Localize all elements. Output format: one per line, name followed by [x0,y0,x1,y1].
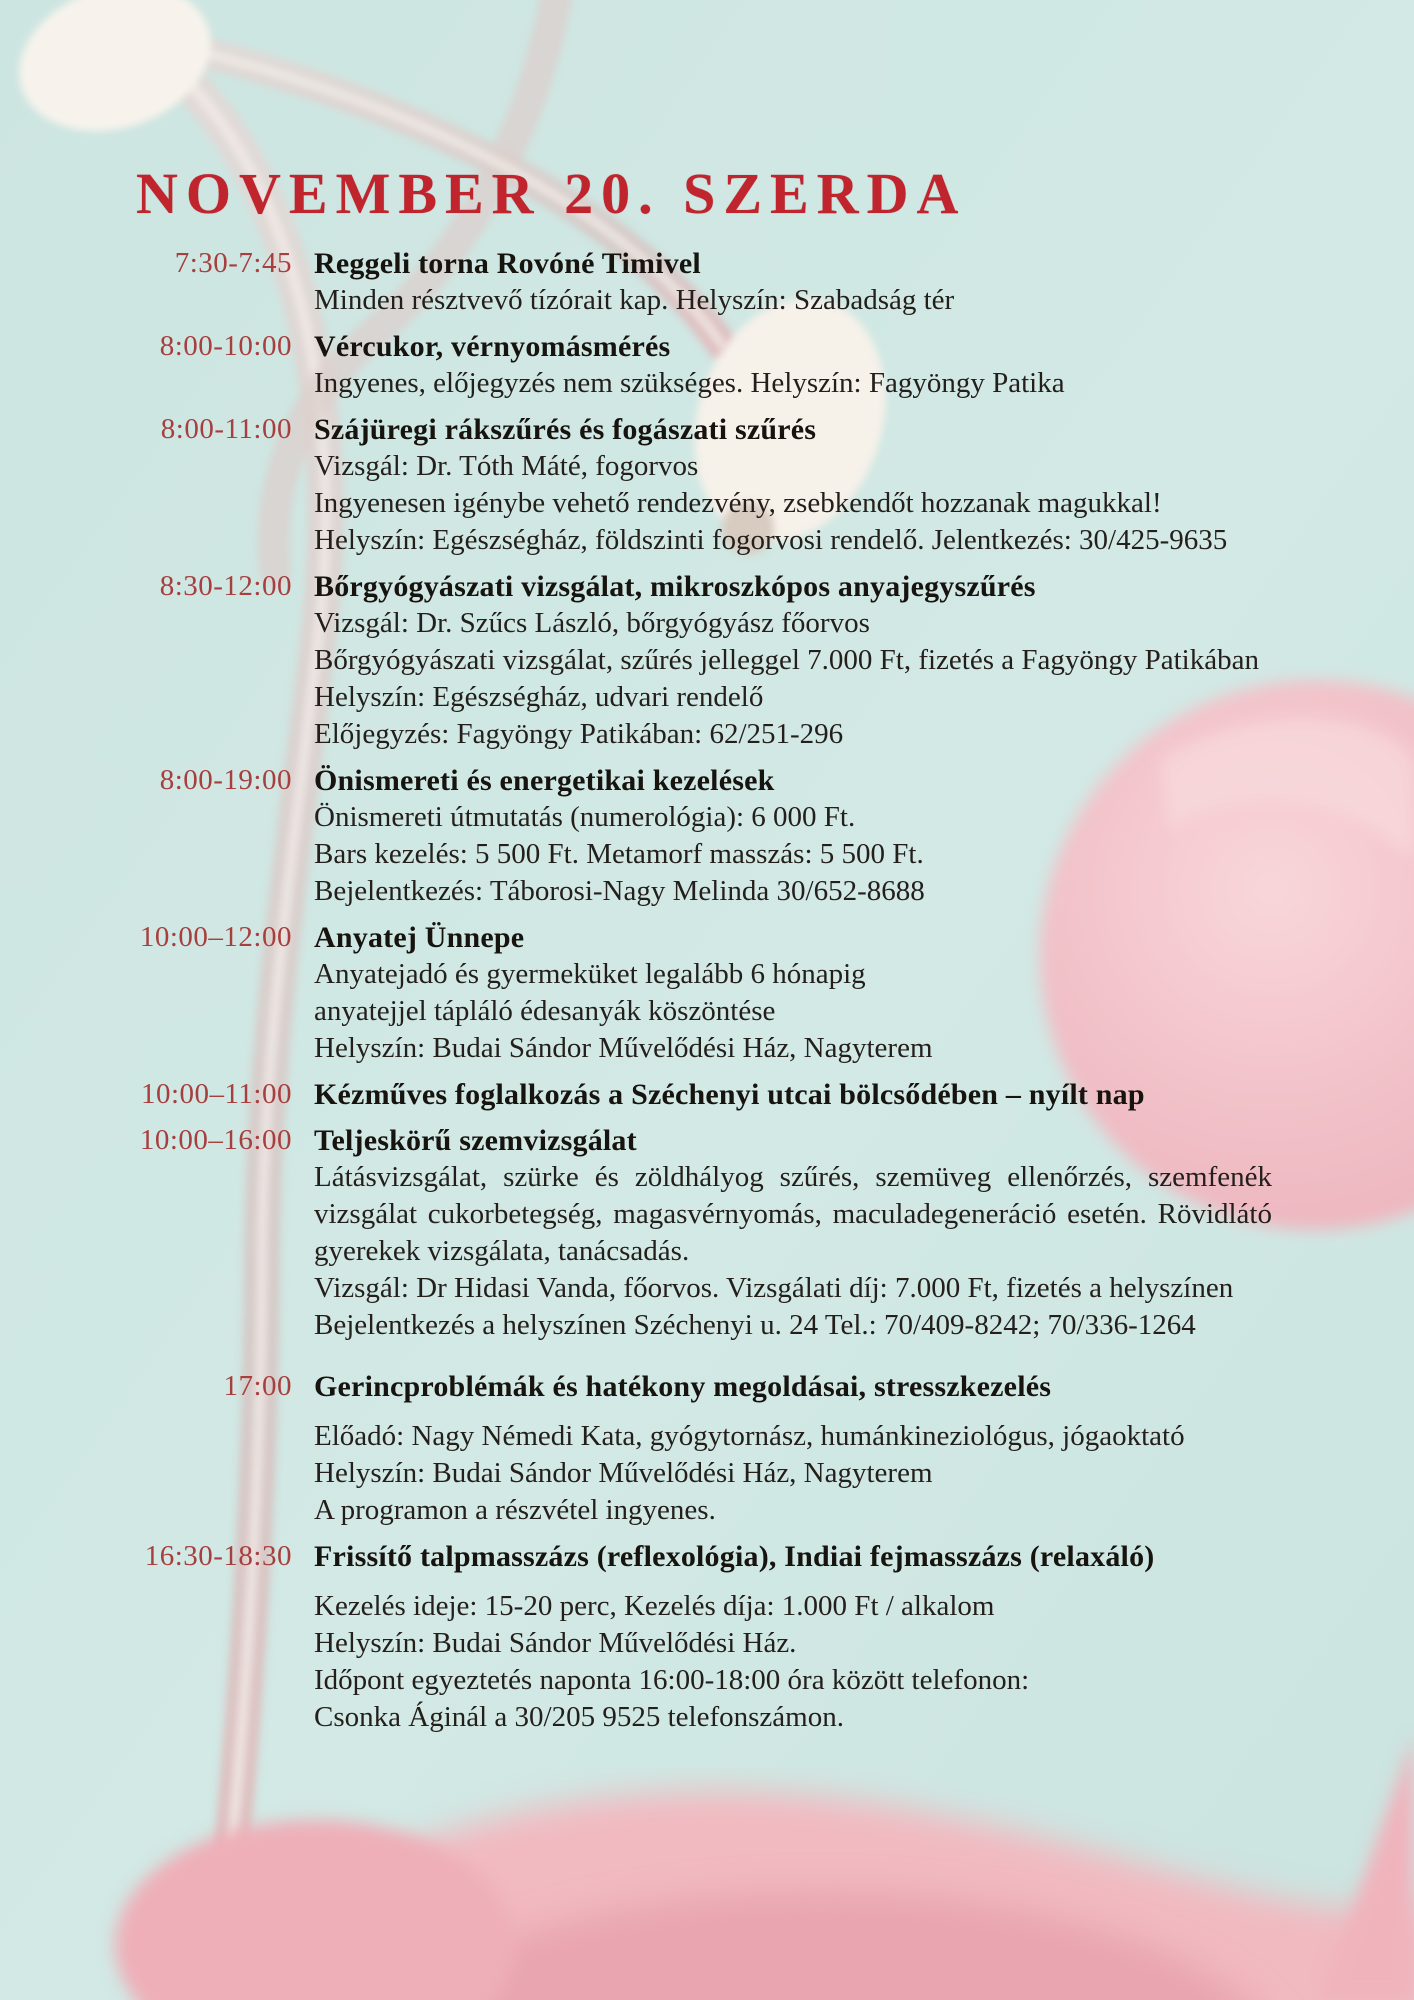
page-title: NOVEMBER 20. SZERDA [136,161,967,226]
event-content [314,762,1272,910]
event-title: Teljeskörű szemvizsgálat [314,1124,637,1157]
event-time: 17:00 [223,1370,292,1402]
event-title: Bőrgyógyászati vizsgálat, mikroszkópos anyajegyszűrés [314,570,1036,603]
event-detail-line: Anyatejadó és gyermeküket legalább 6 hónapig [314,958,866,990]
event-detail-line: Vizsgál: Dr. Tóth Máté, fogorvos [314,450,699,482]
event-detail-line: Időpont egyeztetés naponta 16:00-18:00 óra között telefonon: [314,1664,1030,1696]
event-detail-line: Helyszín: Egészségház, földszinti fogorvosi rendelő. Jelentkezés: 30/425-9635 [314,524,1228,556]
event-content [314,1122,1272,1344]
event-detail-line: A programon a részvétel ingyenes. [314,1494,716,1526]
event-time: 8:30-12:00 [159,570,292,602]
schedule-entry [0,245,1414,319]
event-content [314,919,1272,1067]
event-detail-line: anyatejjel tápláló édesanyák köszöntése [314,995,776,1027]
schedule [0,236,1414,1736]
event-time: 7:30-7:45 [174,247,292,279]
event-detail-line: Vizsgál: Dr Hidasi Vanda, főorvos. Vizsgálati díj: 7.000 Ft, fizetés a helyszínen [314,1272,1234,1304]
event-time: 8:00-19:00 [159,764,292,796]
event-detail-line: Bőrgyógyászati vizsgálat, szűrés jelleggel 7.000 Ft, fizetés a Fagyöngy Patikában [314,644,1259,676]
event-detail-line: Ingyenesen igénybe vehető rendezvény, zsebkendőt hozzanak magukkal! [314,487,1162,519]
event-detail-line: Ingyenes, előjegyzés nem szükséges. Helyszín: Fagyöngy Patika [314,367,1065,399]
event-detail-line: Vizsgál: Dr. Szűcs László, bőrgyógyász főorvos [314,607,870,639]
event-detail-line: vizsgálat cukorbetegség, magasvérnyomás, maculadegeneráció esetén. Rövidlátó [314,1198,1272,1230]
event-title: Anyatej Ünnepe [314,921,525,954]
event-content [314,1368,1272,1529]
event-time: 8:00-10:00 [159,330,292,362]
event-content [314,411,1272,559]
event-detail-line: Helyszín: Budai Sándor Művelődési Ház, Nagyterem [314,1457,933,1489]
event-time: 10:00–16:00 [139,1124,292,1156]
event-detail-line: Minden résztvevő tízórait kap. Helyszín: Szabadság tér [314,284,955,316]
event-detail-line: Csonka Áginál a 30/205 9525 telefonszámon. [314,1701,844,1733]
event-time: 16:30-18:30 [144,1540,292,1572]
event-content [314,328,1272,402]
event-title: Gerincproblémák és hatékony megoldásai, stresszkezelés [314,1370,1052,1403]
schedule-entry [0,1368,1414,1529]
event-content [314,1538,1272,1736]
schedule-entry [0,762,1414,910]
schedule-entry [0,1076,1414,1113]
event-detail-line: Bars kezelés: 5 500 Ft. Metamorf masszás: 5 500 Ft. [314,838,924,870]
event-title: Frissítő talpmasszázs (reflexológia), Indiai fejmasszázs (relaxáló) [314,1540,1155,1573]
event-detail-line: Bejelentkezés: Táborosi-Nagy Melinda 30/652-8688 [314,875,925,907]
schedule-entry [0,1122,1414,1344]
event-detail-line: Helyszín: Budai Sándor Művelődési Ház, Nagyterem [314,1032,933,1064]
event-title: Szájüregi rákszűrés és fogászati szűrés [314,413,817,446]
schedule-entry [0,919,1414,1067]
schedule-entry [0,328,1414,402]
event-title: Vércukor, vérnyomásmérés [314,330,671,363]
event-content [314,568,1272,753]
event-time: 10:00–11:00 [140,1078,292,1110]
event-content [314,245,1272,319]
schedule-entry [0,411,1414,559]
event-detail-line: Bejelentkezés a helyszínen Széchenyi u. 24 Tel.: 70/409-8242; 70/336-1264 [314,1309,1196,1341]
event-detail-line: Helyszín: Egészségház, udvari rendelő [314,681,764,713]
event-title: Önismereti és energetikai kezelések [314,764,775,797]
event-time: 8:00-11:00 [160,413,292,445]
event-title: Reggeli torna Rovóné Timivel [314,247,701,280]
schedule-entry [0,568,1414,753]
event-detail-line: Látásvizsgálat, szürke és zöldhályog szűrés, szemüveg ellenőrzés, szemfenék [314,1161,1272,1193]
event-detail-line: Kezelés ideje: 15-20 perc, Kezelés díja: 1.000 Ft / alkalom [314,1590,995,1622]
event-detail-line: gyerekek vizsgálata, tanácsadás. [314,1235,690,1267]
event-time: 10:00–12:00 [139,921,292,953]
event-detail-line: Előjegyzés: Fagyöngy Patikában: 62/251-296 [314,718,844,750]
event-detail-line: Önismereti útmutatás (numerológia): 6 000 Ft. [314,801,856,833]
event-title: Kézműves foglalkozás a Széchenyi utcai bölcsődében – nyílt nap [314,1078,1145,1111]
schedule-entry [0,1538,1414,1736]
event-content [314,1076,1272,1113]
event-detail-line: Előadó: Nagy Némedi Kata, gyógytornász, humánkineziológus, jógaoktató [314,1420,1185,1452]
event-detail-line: Helyszín: Budai Sándor Művelődési Ház. [314,1627,797,1659]
